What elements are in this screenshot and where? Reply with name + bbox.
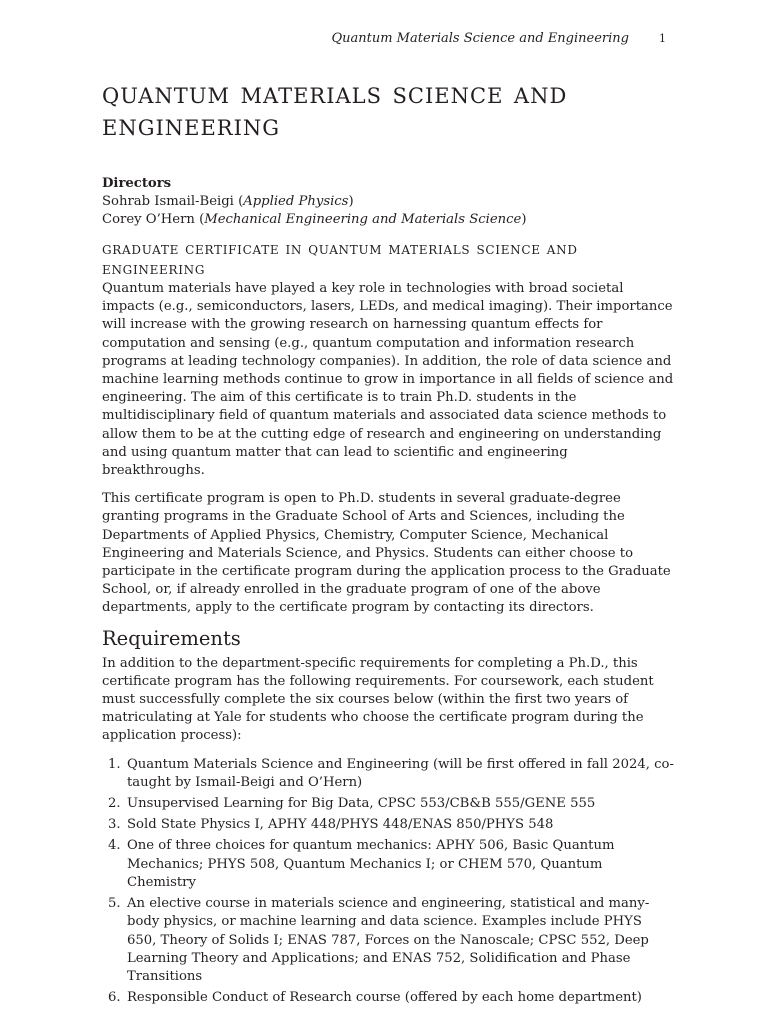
list-item-text: One of three choices for quantum mechanics: APHY 506, Basic Quantum Mechanics; PHYS 508, Quantum Mechanics I; or CHEM 570, Quantum Chemistry: [127, 838, 615, 890]
list-item: [102, 756, 674, 792]
list-item: [102, 989, 674, 1007]
list-item-text: Responsible Conduct of Research course (offered by each home department): [127, 990, 642, 1006]
director-department: Applied Physics: [243, 194, 349, 209]
list-item-text: Unsupervised Learning for Big Data, CPSC 553/CB&B 555/GENE 555: [127, 796, 596, 812]
list-item: [102, 837, 674, 892]
eligibility-description: This certificate program is open to Ph.D. students in several graduate-degree granting programs in the Graduate School of Arts and Sciences, including the Departments of Applied Physics, Chemistry, Computer Science, Mechanical Engineering and Materials Science, and Physics. Students can either choose to participate in the certificate program during the application process to the Graduate School, or, if already enrolled in the graduate program of one of the above departments, apply to the certificate program by contacting its directors.: [102, 491, 671, 616]
director-entry: Corey O’Hern (Mechanical Engineering and Materials Science): [102, 212, 527, 227]
director-entry: Sohrab Ismail-Beigi (Applied Physics): [102, 194, 354, 209]
list-item-number: 2.: [108, 796, 121, 812]
running-title: Quantum Materials Science and Engineering: [331, 31, 629, 46]
list-item-number: 6.: [108, 990, 121, 1006]
requirements-heading: Requirements: [102, 626, 241, 650]
directors-block: [102, 175, 674, 229]
running-header: [0, 31, 768, 49]
list-item: [102, 895, 674, 986]
requirements-list: [102, 756, 674, 1008]
list-item-number: 5.: [108, 896, 121, 912]
main-content: [102, 78, 674, 1010]
certificate-description: Quantum materials have played a key role in technologies with broad societal impacts (e.g., semiconductors, lasers, LEDs, and medical imaging). Their importance will increase with the growing research on harnessing quantum effects for computation and sensing (e.g., quantum computation and information research programs at leading technology companies). In addition, the role of data science and machine learning methods continue to grow in importance in all fields of science and engineering. The aim of this certificate is to train Ph.D. students in the multidisciplinary field of quantum materials and associated data science methods to allow them to be at the cutting edge of research and engineering on understanding and using quantum matter that can lead to scientific and engineering breakthroughs.: [102, 281, 674, 479]
list-item-number: 3.: [108, 817, 121, 833]
director-name: Sohrab Ismail-Beigi: [102, 194, 234, 209]
list-item: [102, 795, 674, 813]
director-department: Mechanical Engineering and Materials Science: [204, 212, 522, 227]
list-item-number: 1.: [108, 756, 121, 772]
certificate-heading: graduate certificate in quantum materials science and engineering: [102, 239, 578, 279]
page-number: 1: [659, 32, 666, 45]
list-item-text: An elective course in materials science and engineering, statistical and many-body physics, or machine learning and data science. Examples include PHYS 650, Theory of Solids I; ENAS 787, Forces on the Nanoscale; CPSC 552, Deep Learning Theory and Applications; and ENAS 752, Solidification and Phase Transitions: [127, 896, 650, 984]
list-item-number: 4.: [108, 838, 121, 854]
list-item: [102, 816, 674, 834]
director-name: Corey O’Hern: [102, 212, 195, 227]
requirements-intro: In addition to the department-specific requirements for completing a Ph.D., this certificate program has the following requirements. For coursework, each student must successfully complete the six courses below (within the first two years of matriculating at Yale for students who choose the certificate program during the application process):: [102, 655, 654, 744]
directors-label: Directors: [102, 176, 172, 191]
list-item-text: Quantum Materials Science and Engineering (will be first offered in fall 2024, co-taught by Ismail-Beigi and O’Hern): [127, 756, 674, 790]
page-title: quantum materials science and engineering: [102, 76, 568, 143]
list-item-text: Sold State Physics I, APHY 448/PHYS 448/ENAS 850/PHYS 548: [127, 817, 554, 833]
